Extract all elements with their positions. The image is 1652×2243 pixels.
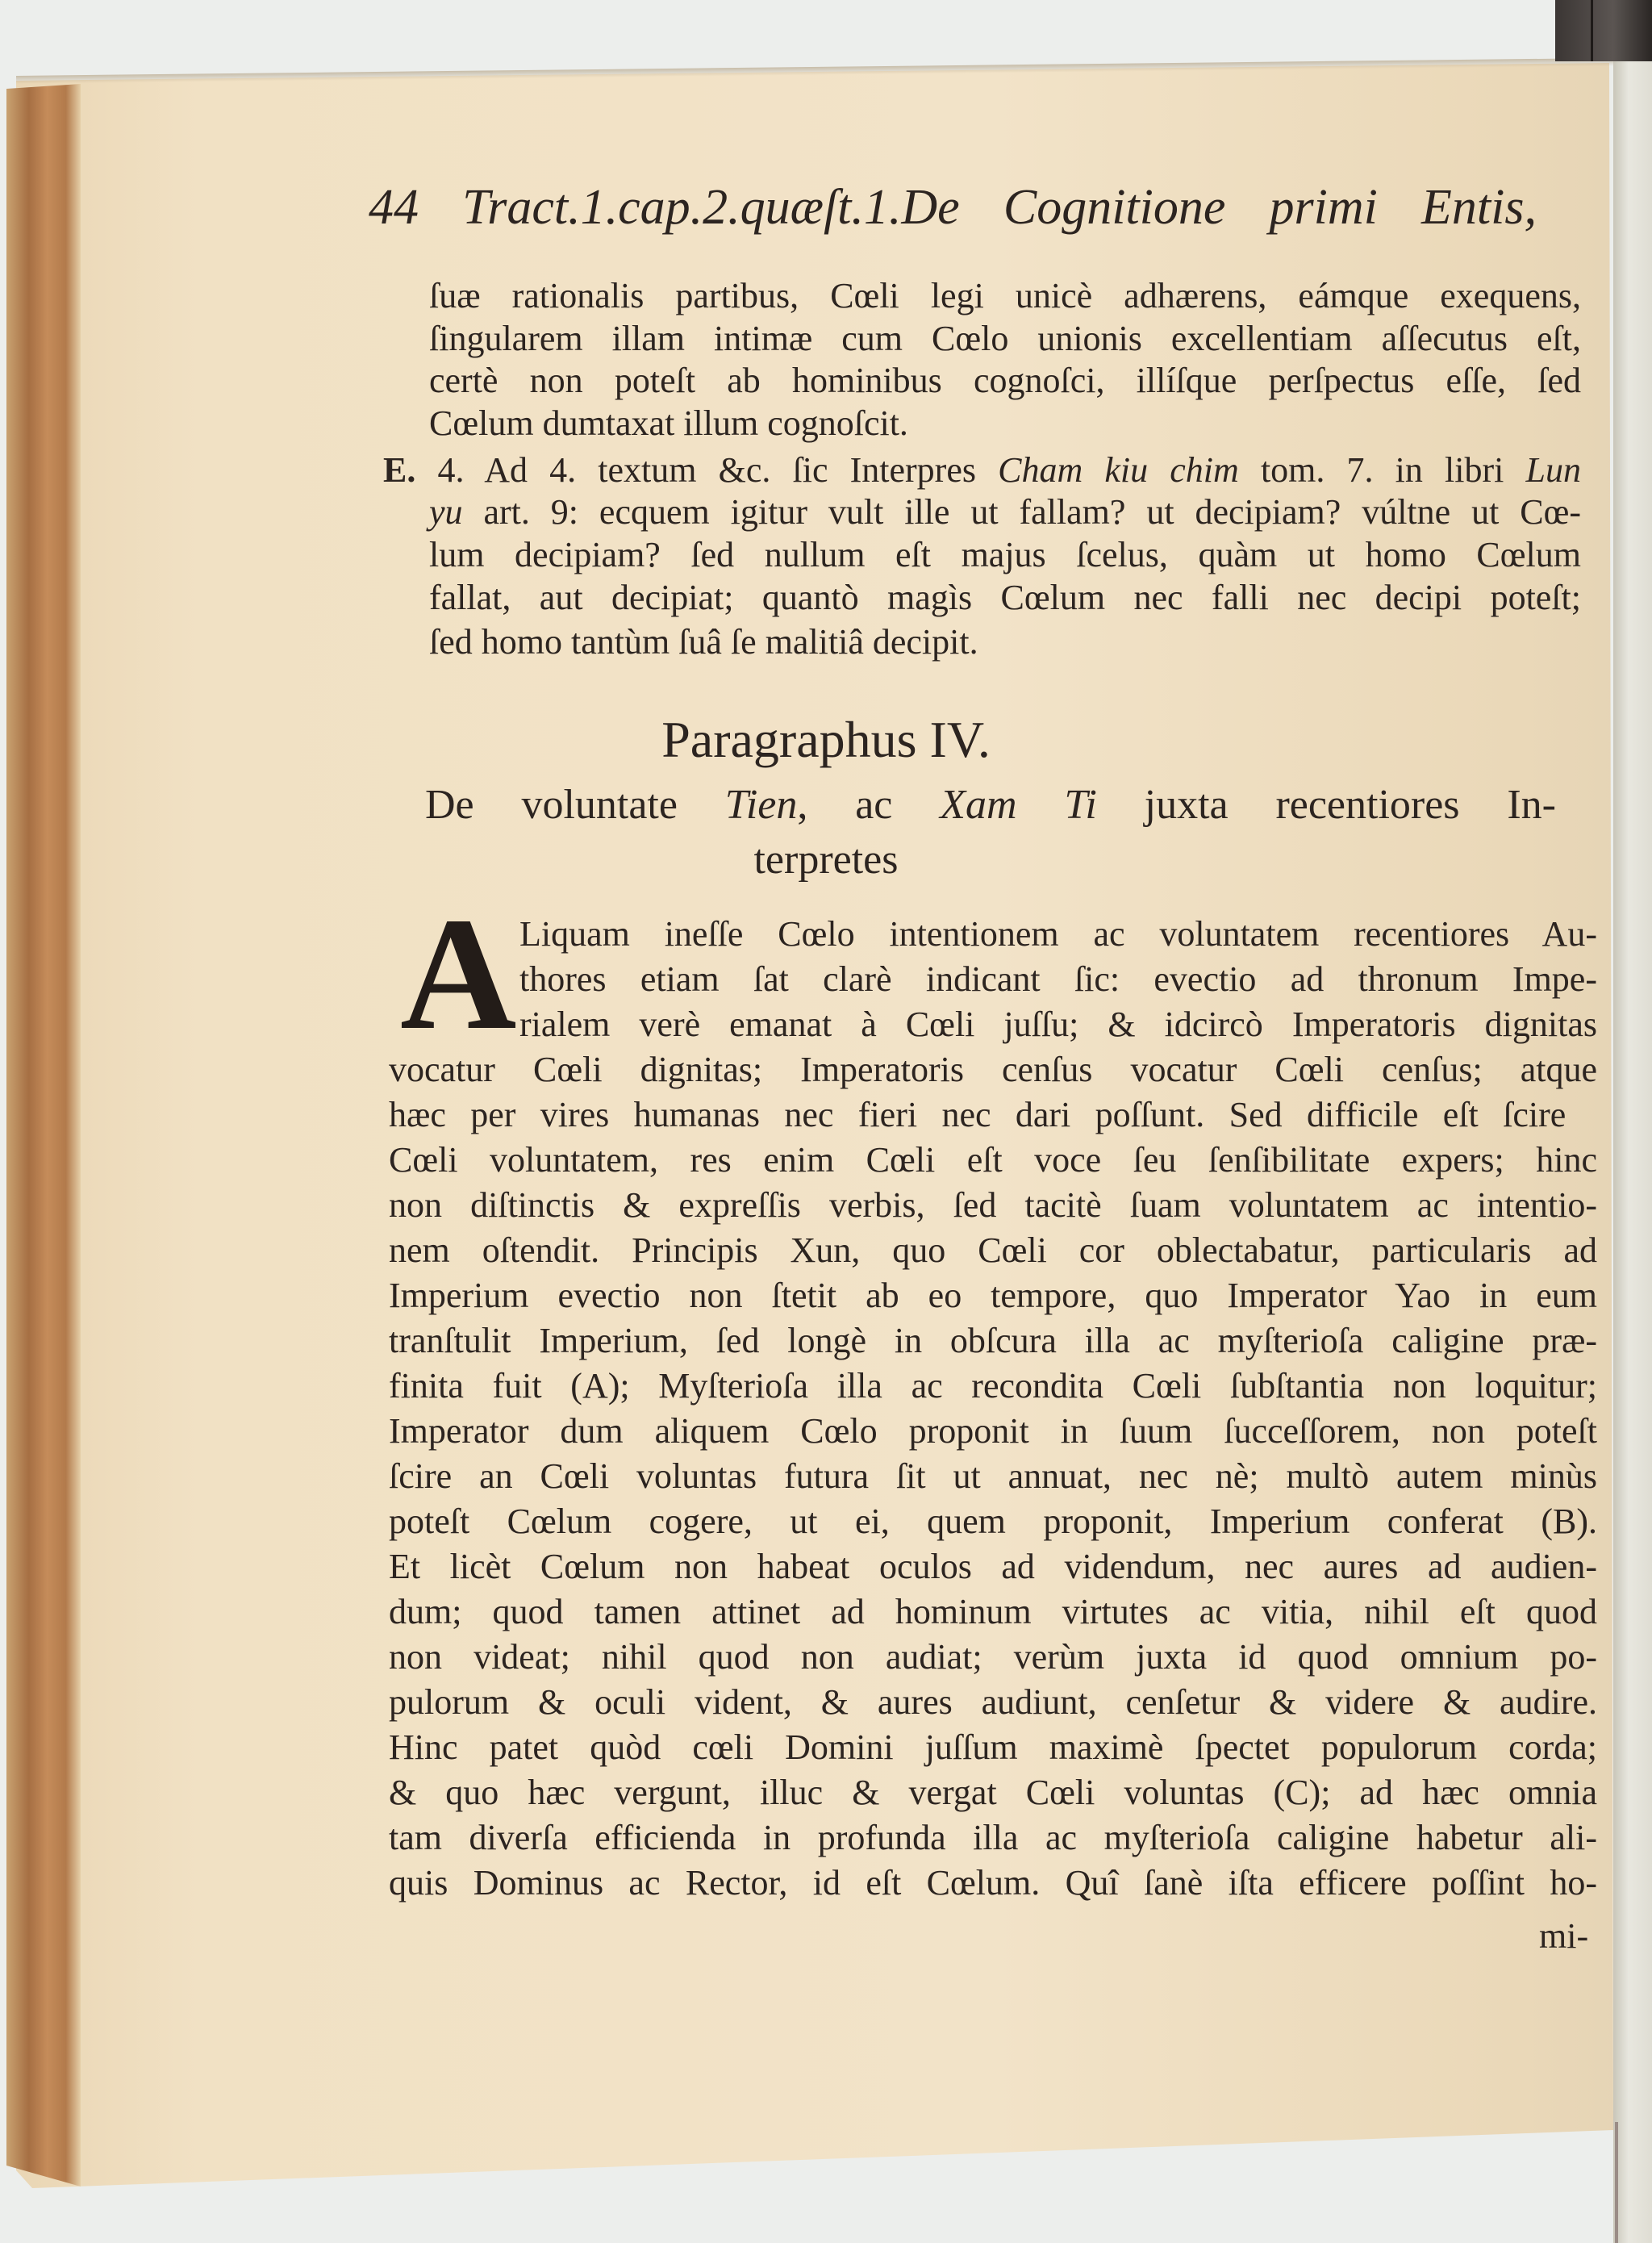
text-line: ſuæ rationalis partibus, Cœli legi unicè adhærens, eámque exequens, bbox=[429, 276, 1581, 315]
text-line: tranſtulit Imperium, ſed longè in obſcura illa ac myſterioſa caligine præ- bbox=[389, 1321, 1597, 1360]
text-line: ſcire an Cœli voluntas futura ſit ut annuat, nec nè; multò autem minùs bbox=[389, 1456, 1597, 1496]
note-author: Cham kiu chim bbox=[998, 450, 1239, 490]
text-line: certè non poteſt ab hominibus cognoſci, illíſque perſpectus eſſe, ſed bbox=[429, 361, 1581, 400]
text-line: non videat; nihil quod non audiat; verùm juxta id quod omnium po- bbox=[389, 1637, 1597, 1677]
text-line: Et licèt Cœlum non habeat oculos ad videndum, nec aures ad audien- bbox=[389, 1547, 1597, 1586]
subtitle-text: De voluntate bbox=[425, 782, 678, 828]
facing-page-divider bbox=[1591, 0, 1593, 61]
page-edge-binding bbox=[6, 84, 81, 2187]
text-line: vocatur Cœli dignitas; Imperatoris cenſus vocatur Cœli cenſus; atque bbox=[389, 1050, 1597, 1089]
subtitle-text: juxta recentiores In- bbox=[1144, 782, 1556, 828]
text-line: ſingularem illam intimæ cum Cœlo unionis excellentiam aſſecutus eſt, bbox=[429, 319, 1581, 358]
text-line: tam diverſa efficienda in profunda illa ac myſterioſa caligine habetur ali- bbox=[389, 1818, 1597, 1857]
running-title: Tract.1.cap.2.quæſt.1.De Cognitione primi Entis, bbox=[462, 180, 1537, 235]
facing-page-edge bbox=[1613, 0, 1652, 2243]
note-marker: E. bbox=[383, 450, 416, 490]
text-line: Liquam ineſſe Cœlo intentionem ac voluntatem recentiores Au- bbox=[519, 914, 1597, 954]
running-head bbox=[369, 180, 1537, 235]
text-line: Imperium evectio non ſtetit ab eo tempore, quo Imperator Yao in eum bbox=[389, 1276, 1597, 1315]
section-heading: Paragraphus IV. bbox=[661, 711, 991, 768]
text-line: Cœli voluntatem, res enim Cœli eſt voce ſeu ſenſibilitate expers; hinc bbox=[389, 1140, 1597, 1180]
text-line: non diſtinctis & expreſſis verbis, ſed tacitè ſuam voluntatem ac intentio- bbox=[389, 1185, 1597, 1225]
drop-cap: A bbox=[400, 885, 517, 1063]
note-book: yu bbox=[429, 492, 463, 532]
text-line: & quo hæc vergunt, illuc & vergat Cœli voluntas (C); ad hæc omnia bbox=[389, 1773, 1597, 1812]
note-text: 4. Ad 4. textum &c. ſic Interpres bbox=[437, 450, 976, 490]
text-line: thores etiam ſat clarè indicant ſic: evectio ad thronum Impe- bbox=[519, 959, 1597, 999]
facing-page-corner bbox=[1555, 0, 1652, 61]
catchword: mi- bbox=[1539, 1916, 1589, 1956]
text-line: dum; quod tamen attinet ad hominum virtutes ac vitia, nihil eſt quod bbox=[389, 1592, 1597, 1631]
subtitle-name: Xam Ti bbox=[940, 782, 1097, 828]
text-line: pulorum & oculi vident, & aures audiunt, cenſetur & videre & audire. bbox=[389, 1682, 1597, 1722]
text-line: Imperator dum aliquem Cœlo proponit in ſuum ſucceſſorem, non poteſt bbox=[389, 1411, 1597, 1451]
text-line: poteſt Cœlum cogere, ut ei, quem proponit, Imperium conferat (B). bbox=[389, 1502, 1597, 1541]
facing-page-bottom-edge bbox=[1615, 2122, 1618, 2243]
text-line: Hinc patet quòd cœli Domini juſſum maximè ſpectet populorum corda; bbox=[389, 1727, 1597, 1767]
text-line: rialem verè emanat à Cœli juſſu; & idcircò Imperatoris dignitas bbox=[519, 1005, 1597, 1044]
note-book: Lun bbox=[1525, 450, 1581, 490]
text-line bbox=[429, 492, 1581, 532]
text-line: quis Dominus ac Rector, id eſt Cœlum. Quî ſanè iſta efficere poſſint ho- bbox=[389, 1863, 1597, 1903]
section-subtitle bbox=[425, 784, 1556, 826]
note-line bbox=[383, 450, 1581, 490]
note-text: tom. 7. in libri bbox=[1260, 450, 1504, 490]
text-line: nem oſtendit. Principis Xun, quo Cœli cor oblectabatur, particularis ad bbox=[389, 1230, 1597, 1270]
text-line: hæc per vires humanas nec fieri nec dari poſſunt. Sed difficile eſt ſcire bbox=[389, 1095, 1566, 1134]
text-line: fallat, aut decipiat; quantò magìs Cœlum nec falli nec decipi poteſt; bbox=[429, 578, 1581, 617]
page-number: 44 bbox=[369, 180, 419, 235]
subtitle-text: , ac bbox=[797, 782, 893, 828]
note-text: art. 9: ecquem igitur vult ille ut fallam? ut decipiam? vúltne ut Cœ- bbox=[483, 492, 1581, 532]
text-line: finita fuit (A); Myſterioſa illa ac recondita Cœli ſubſtantia non loquitur; bbox=[389, 1366, 1597, 1406]
text-line: lum decipiam? ſed nullum eſt majus ſcelus, quàm ut homo Cœlum bbox=[429, 535, 1581, 574]
text-line: ſed homo tantùm ſuâ ſe malitiâ decipit. bbox=[429, 622, 978, 662]
subtitle-name: Tien bbox=[724, 782, 798, 828]
section-subtitle-continuation: terpretes bbox=[753, 837, 899, 883]
text-line: Cœlum dumtaxat illum cognoſcit. bbox=[429, 403, 908, 443]
